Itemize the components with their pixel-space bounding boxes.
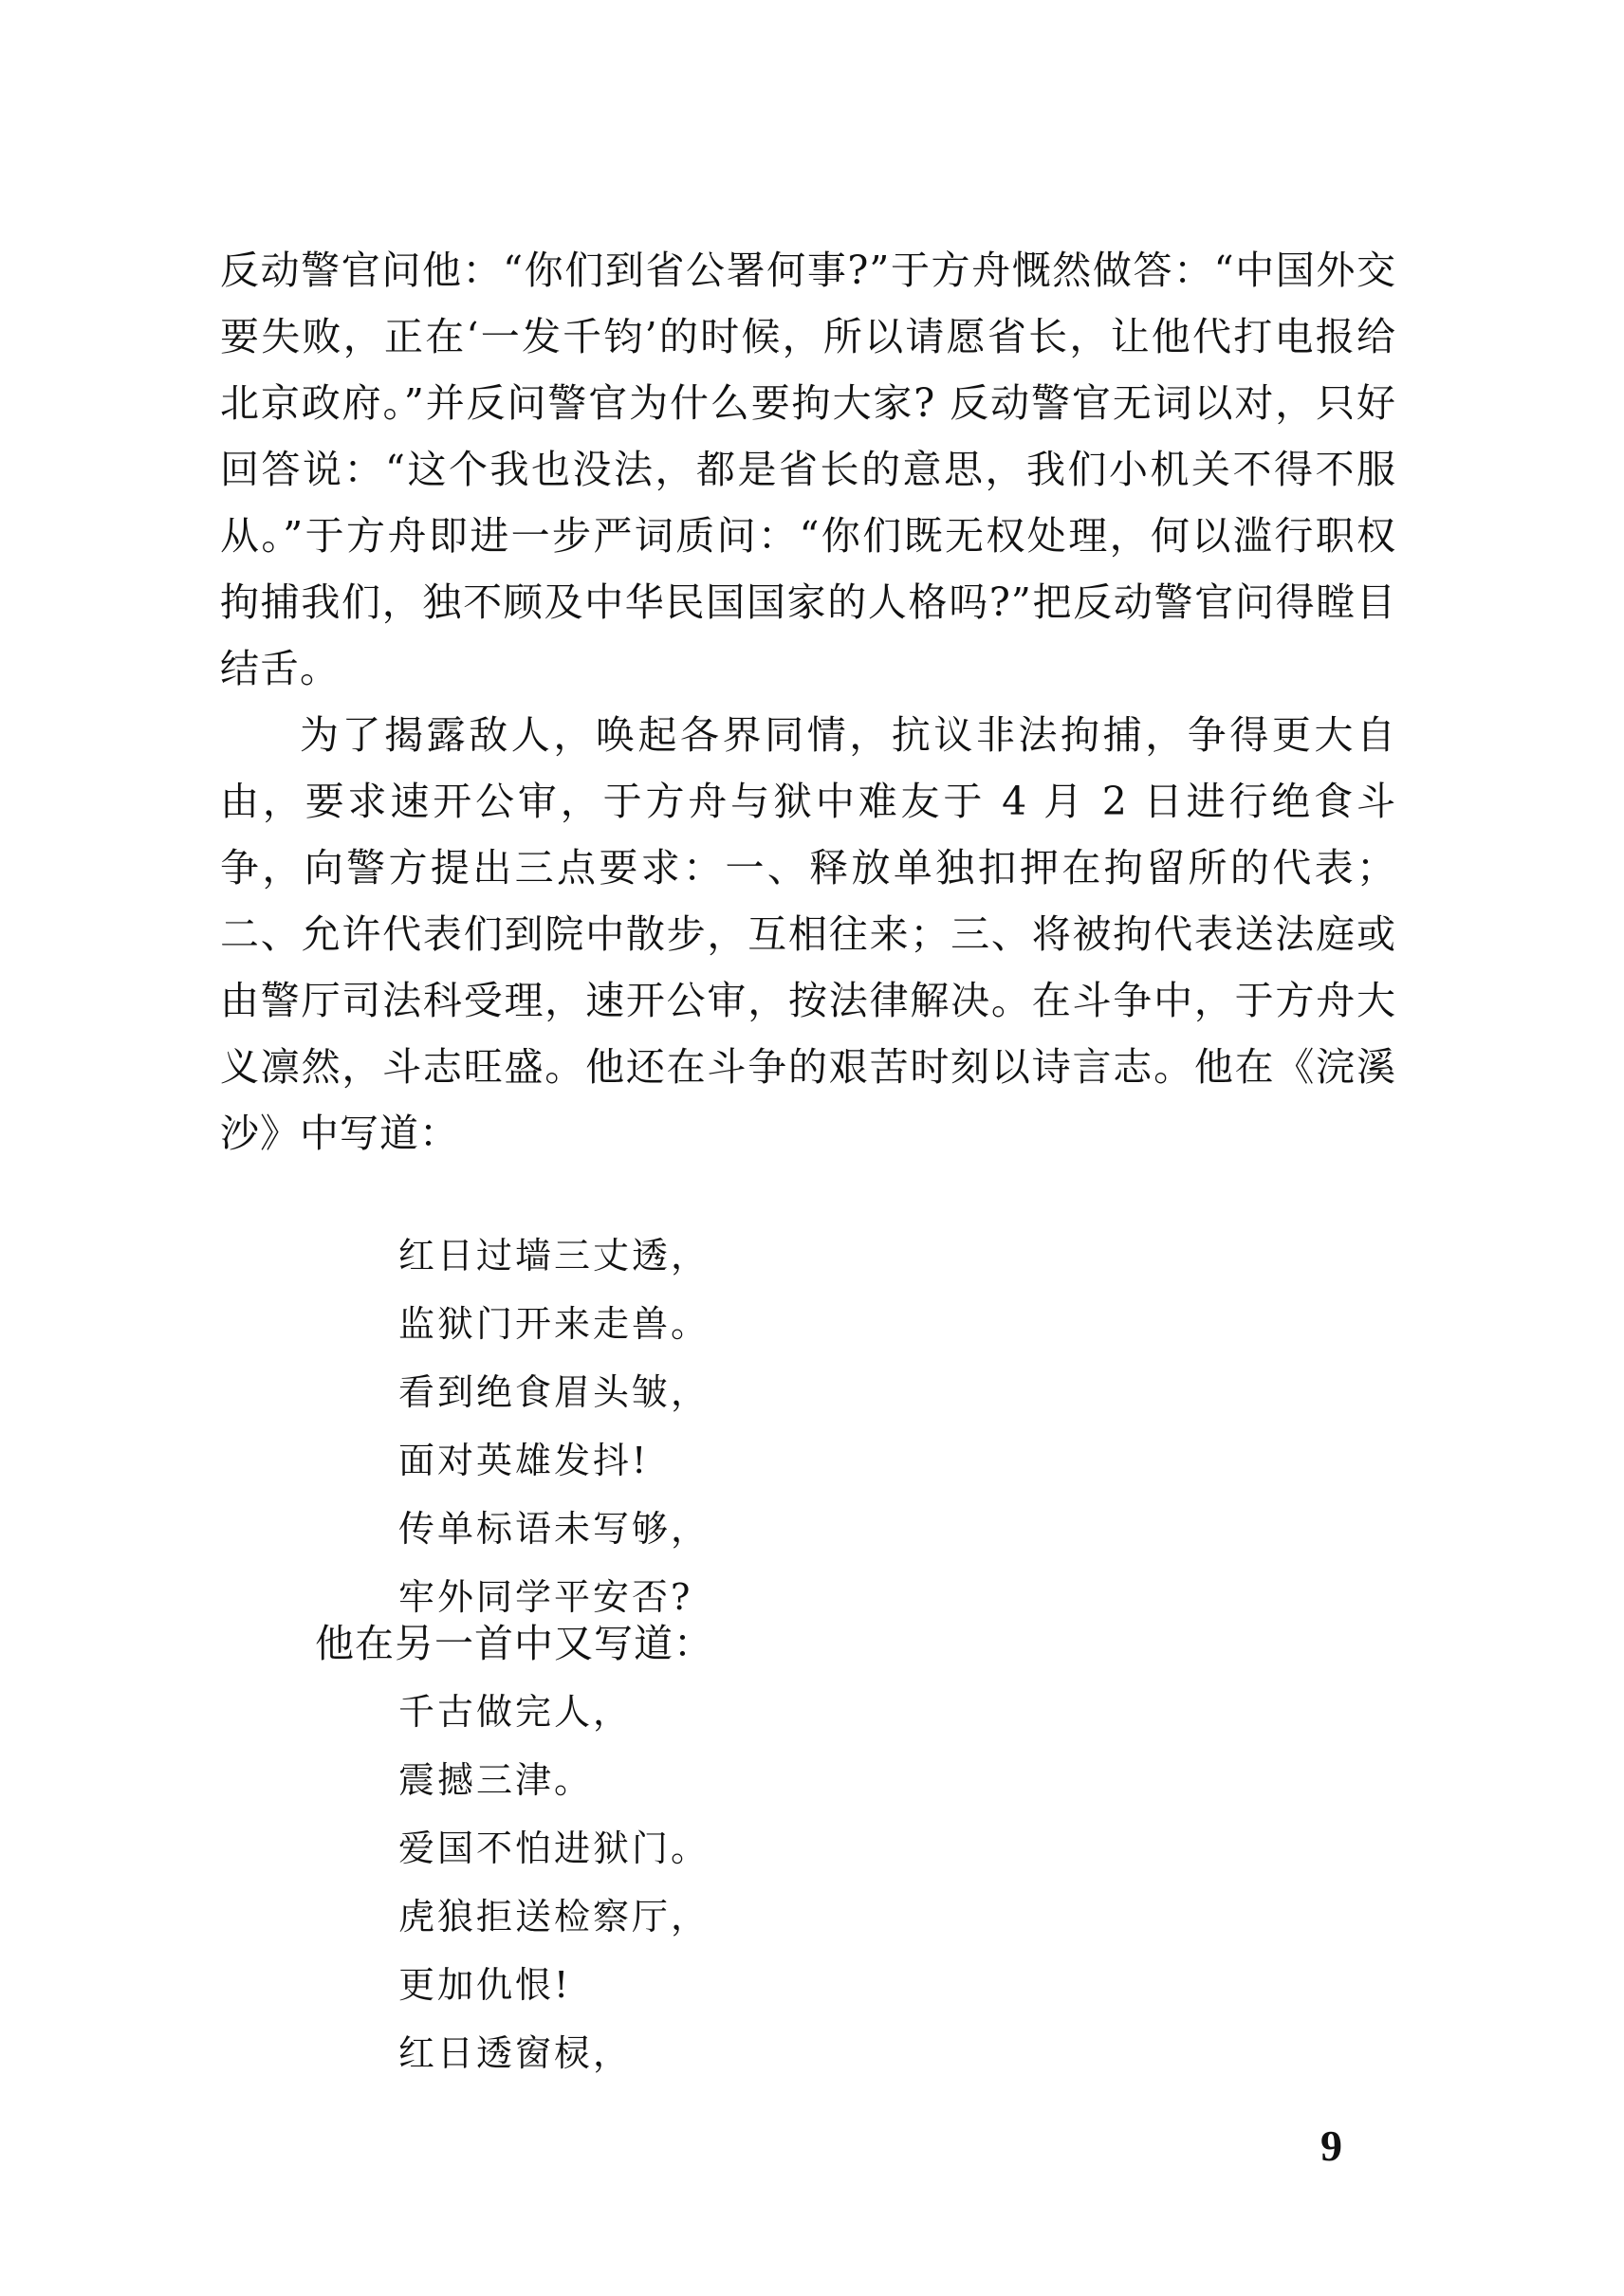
poem-line: 爱国不怕进狱门。 — [398, 1828, 710, 1869]
paragraph-2: 为了揭露敌人，唤起各界同情，抗议非法拘捕，争得更大自由，要求速开公审，于方舟与狱中难友于 4 月 2 日进行绝食斗争，向警方提出三点要求：一、释放单独扣押在拘留所的代表；二、允许代表们到院中散步，互相往来；三、将被拘代表送法庭或由警厅司法科受理，速开公审，按法律解决。在斗争中，于方舟大义凛然，斗志旺盛。他还在斗争的艰苦时刻以诗言志。他在《浣溪沙》中写道： — [220, 712, 1396, 1156]
poem2-intro: 他在另一首中又写道： — [315, 1621, 713, 1666]
poem-line: 震撼三津。 — [398, 1759, 594, 1801]
poem-line: 牢外同学平安否? — [398, 1576, 693, 1618]
poem-line: 传单标语未写够， — [398, 1508, 710, 1550]
poem-line: 面对英雄发抖! — [398, 1440, 650, 1481]
poem-line: 红日透窗棂， — [398, 2032, 633, 2074]
poem-line: 红日过墙三丈透， — [398, 1235, 710, 1277]
poem-line: 更加仇恨! — [398, 1964, 572, 2006]
prose-body — [220, 237, 1396, 1166]
poem-line: 看到绝食眉头皱， — [398, 1371, 710, 1413]
poem-huanxisha — [398, 1221, 1252, 1631]
poem-line: 虎狼拒送检察厅， — [398, 1896, 710, 1938]
poem-second — [398, 1678, 1252, 2087]
paragraph-1: 反动警官问他：“你们到省公署何事?”于方舟慨然做答：“中国外交要失败，正在‘一发千钧’的时候，所以请愿省长，让他代打电报给北京政府。”并反问警官为什么要拘大家? 反动警官无词以对，只好回答说：“这个我也没法，都是省长的意思，我们小机关不得不服从。”于方舟即进一步严词质问：“你们既无权处理，何以滥行职权拘捕我们，独不顾及中华民国国家的人格吗?”把反动警官问得瞠目结舌。 — [220, 248, 1396, 691]
page-number: 9 — [1320, 2122, 1342, 2170]
poem-line: 千古做完人， — [398, 1691, 633, 1733]
poem-line: 监狱门开来走兽。 — [398, 1303, 710, 1345]
